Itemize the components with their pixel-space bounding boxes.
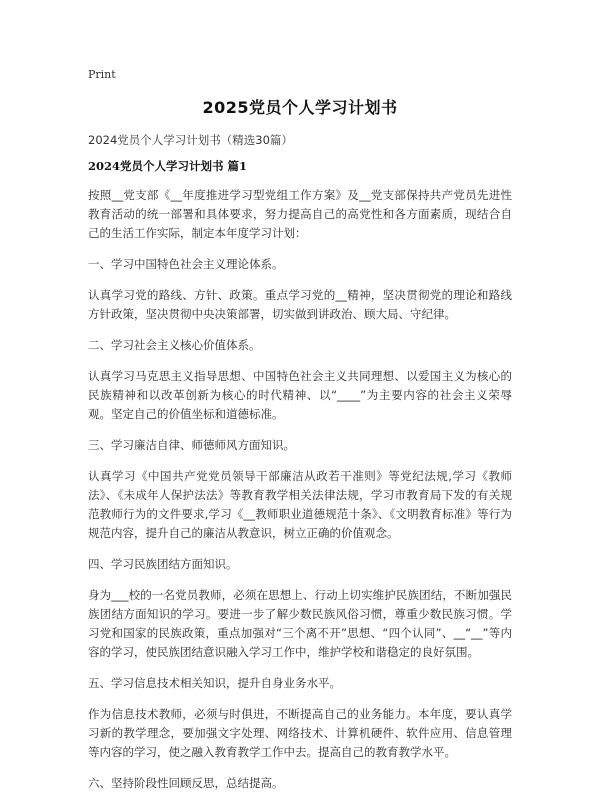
paragraph-2: 认真学习马克思主义指导思想、中国特色社会主义共同理想、以爱国主义为核心的民族精神和以改革创新为核心的时代精神、以“____”为主要内容的社会主义荣辱观。坚定自己的价值坐标和道德标准。 <box>88 369 512 421</box>
heading-5: 五、学习信息技术相关知识，提升自身业务水平。 <box>88 676 341 690</box>
heading-1: 一、学习中国特色社会主义理论体系。 <box>88 257 284 271</box>
paragraph-4: 身为___校的一名党员教师，必须在思想上、行动上切实维护民族团结，不断加强民族团结方面知识的学习。要进一步了解少数民族风俗习惯，尊重少数民族习惯。学习党和国家的民族政策，重点加强对“三个离不开”思想、“四个认同”、__“__”等内容的学习，使民族团结意识融入学习工作中，维护学校和谐稳定的良好氛围。 <box>88 588 512 659</box>
intro-paragraph: 按照__党支部《__年度推进学习型党组工作方案》及__党支部保持共产党员先进性教育活动的统一部署和具体要求，努力提高自己的高党性和各方面素质，现结合自己的生活工作实际，制定本年度学习计划： <box>88 188 512 240</box>
print-label[interactable]: Print <box>88 68 116 81</box>
section-title: 2024党员个人学习计划书 篇1 <box>88 159 248 173</box>
document-title: 2025党员个人学习计划书 <box>202 98 398 117</box>
heading-6: 六、坚持阶段性回顾反思，总结提高。 <box>88 776 284 790</box>
paragraph-5: 作为信息技术教师，必须与时俱进，不断提高自己的业务能力。本年度，要认真学习新的教学理念，要加强文字处理、网络技术、计算机硬件、软件应用、信息管理等内容的学习，使之融入教育教学工作中去。提高自己的教育教学水平。 <box>88 707 512 759</box>
paragraph-1: 认真学习党的路线、方针、政策。重点学习党的__精神，坚决贯彻党的理论和路线方针政策，坚决贯彻中央决策部署，切实做到讲政治、顾大局、守纪律。 <box>88 288 512 321</box>
document-subtitle: 2024党员个人学习计划书（精选30篇） <box>88 133 293 147</box>
heading-2: 二、学习社会主义核心价值体系。 <box>88 338 261 352</box>
paragraph-3: 认真学习《中国共产党党员领导干部廉洁从政若干准则》等党纪法规,学习《教师法》、《未成年人保护法法》等教育教学相关法律法规，学习市教育局下发的有关规范教师行为的文件要求,学习《__教师职业道德规范十条》、《文明教育标准》等行为规范内容，提升自己的廉洁从教意识，树立正确的价值观念。 <box>88 469 512 540</box>
heading-4: 四、学习民族团结方面知识。 <box>88 557 238 571</box>
heading-3: 三、学习廉洁自律、师德师风方面知识。 <box>88 438 295 452</box>
